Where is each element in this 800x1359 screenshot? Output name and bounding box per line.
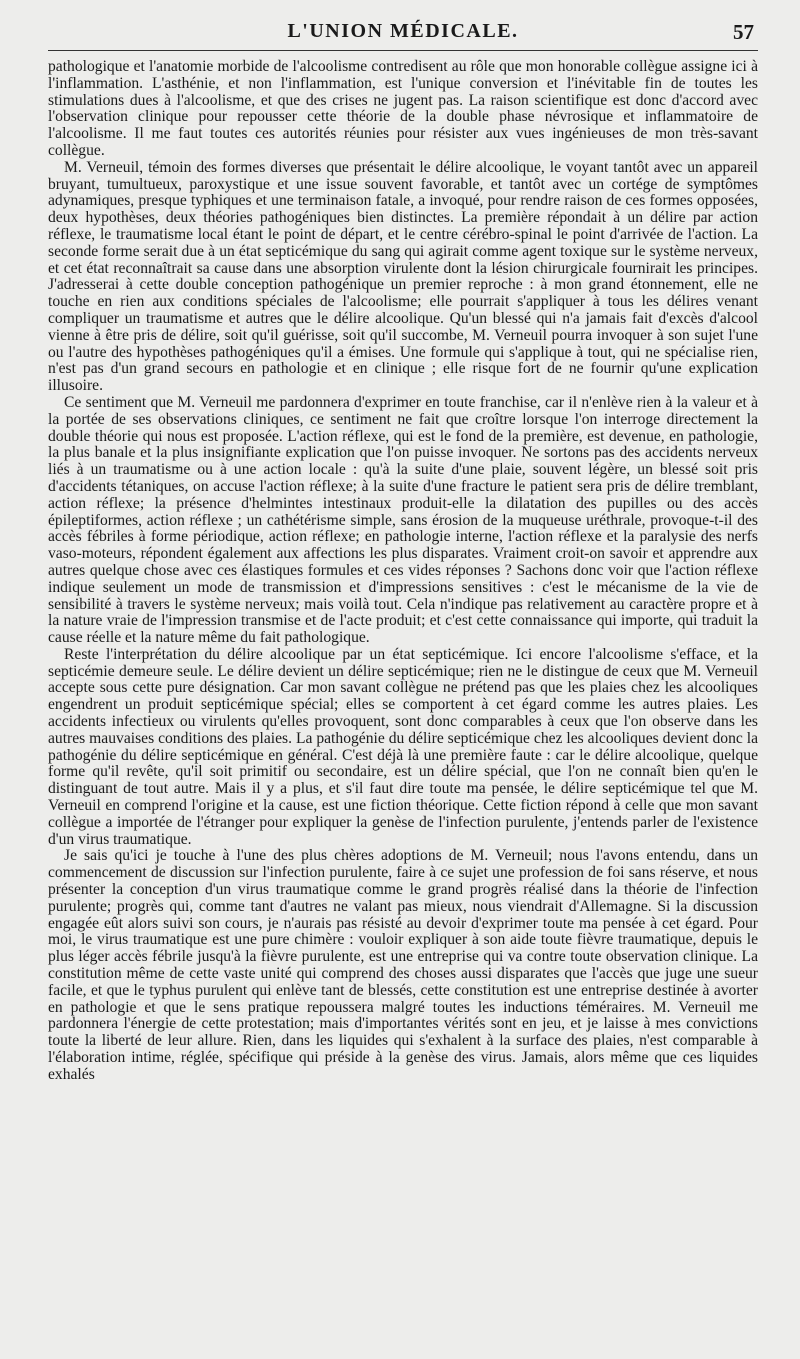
- journal-title: L'UNION MÉDICALE.: [287, 20, 519, 42]
- article-body: [48, 59, 758, 1084]
- paragraph: Reste l'interprétation du délire alcoolique par un état septicémique. Ici encore l'alcoolisme s'efface, et la septicémie demeure seule. Le délire devient un délire septicémique; rien ne le distingue de ceux que M. Verneuil accepte sous cette pure désignation. Car mon savant collègue ne prétend pas que les plaies chez les alcooliques engendrent un produit septicémique spécial; elles se comportent à cet égard comme les autres plaies. Les accidents infectieux ou virulents qu'elles provoquent, sont donc comparables à ceux que l'on observe dans les autres mauvaises conditions des plaies. La pathogénie du délire septicémique chez les alcooliques devient donc la pathogénie du délire septicémique en général. C'est déjà là une première faute : car le délire alcoolique, quelque forme qu'il revête, qu'il soit primitif ou secondaire, est un délire spécial, que l'on ne connaît bien qu'en le distinguant de tout autre. Mais il y a plus, et s'il faut dire toute ma pensée, le délire septicémique tel que M. Verneuil en comprend l'origine et la cause, est une fiction théorique. Cette fiction répond à celle que mon savant collègue a importée de l'étranger pour expliquer la genèse de l'infection purulente, j'entends parler de l'existence d'un virus traumatique.: [48, 645, 758, 848]
- page-number: 57: [733, 20, 754, 44]
- paragraph: M. Verneuil, témoin des formes diverses que présentait le délire alcoolique, le voyant tantôt avec un appareil bruyant, tumultueux, paroxystique et une issue souvent favorable, et tantôt avec un cortége de symptômes adynamiques, presque typhiques et une terminaison fatale, a invoqué, pour rendre raison de ces formes opposées, deux hypothèses, deux théories pathogéniques bien distinctes. La première répondait à un délire par action réflexe, le traumatisme local étant le point de départ, et le centre cérébro-spinal le point d'arrivée de l'action. La seconde forme serait due à un état septicémique du sang qui agirait comme agent toxique sur le système nerveux, et cet état reconnaîtrait sa cause dans une absorption virulente dont la lésion chirurgicale fournirait les principes. J'adresserai à cette double conception pathogénique un premier reproche : à mon grand étonnement, elle ne touche en rien aux conditions spéciales de l'alcoolisme; elle pourrait s'appliquer à tous les délires venant compliquer un traumatisme et autres que le délire alcoolique. Qu'un blessé qui n'a jamais fait d'excès d'alcool vienne à être pris de délire, soit qu'il guérisse, soit qu'il succombe, M. Verneuil pourra invoquer à son sujet l'une ou l'autre des hypothèses pathogéniques qu'il a émises. Une formule qui s'applique à tout, qui ne spécialise rien, n'est pas d'un grand secours en pathologie et en clinique ; elle risque fort de ne fournir qu'une explication illusoire.: [48, 158, 758, 395]
- paragraph: Je sais qu'ici je touche à l'une des plus chères adoptions de M. Verneuil; nous l'avons entendu, dans un commencement de discussion sur l'infection purulente, faire à ce sujet une profession de foi sans réserve, et nous présenter la conception d'un virus traumatique comme le grand progrès réalisé dans la théorie de l'infection purulente; progrès qui, comme tant d'autres ne valant pas mieux, nous viendrait d'Allemagne. Si la discussion engagée eût alors suivi son cours, je n'aurais pas résisté au devoir d'exprimer toute ma pensée à cet égard. Pour moi, le virus traumatique est une pure chimère : vouloir expliquer à son aide toute fièvre traumatique, depuis le plus léger accès fébrile jusqu'à la fièvre purulente, est une entreprise qui va contre toute observation clinique. La constitution même de cette vaste unité qui comprend des choses aussi disparates que l'accès que juge une sueur facile, et que le typhus purulent qui enlève tant de blessés, cette constitution est une entreprise destinée à avorter en pathologie et que le sens pratique repoussera malgré toutes les inductions téméraires. M. Verneuil me pardonnera l'énergie de cette protestation; mais d'importantes vérités sont en jeu, et je laisse à mes convictions toute la liberté de leur allure. Rien, dans les liquides qui s'exhalent à la surface des plaies, n'est comparable à l'élaboration intime, réglée, spécifique qui préside à la genèse des virus. Jamais, alors même que ces liquides exhalés: [48, 847, 758, 1083]
- paragraph: pathologique et l'anatomie morbide de l'alcoolisme contredisent au rôle que mon honorable collègue assigne ici à l'inflammation. L'asthénie, et non l'inflammation, est l'unique conversion et l'inévitable fin de toutes les stimulations dues à l'alcoolisme, et que des crises ne jugent pas. La raison scientifique est donc d'accord avec l'observation clinique pour repousser cette théorie de la double phase névrosique et inflammatoire de l'alcoolisme. Il me faut toutes ces autorités réunies pour résister aux vues ingénieuses de mon très-savant collègue.: [48, 58, 758, 159]
- paragraph: Ce sentiment que M. Verneuil me pardonnera d'exprimer en toute franchise, car il n'enlève rien à la valeur et à la portée de ses observations cliniques, ce sentiment ne fait que croître lorsque l'on interroge directement la double théorie qui nous est proposée. L'action réflexe, qui est le fond de la première, est devenue, en pathologie, la plus banale et la plus insignifiante explication que l'on puisse invoquer. Ne sortons pas des accidents nerveux liés à un traumatisme ou à une action locale : qu'à la suite d'une plaie, souvent légère, un blessé soit pris d'accidents tétaniques, on accuse l'action réflexe; à la suite d'une fracture le patient sera pris de délire tremblant, action réflexe; la présence d'helmintes intestinaux produit-elle la dilatation des pupilles ou des accès épileptiformes, action réflexe ; un cathétérisme simple, sans érosion de la muqueuse uréthrale, provoque-t-il des accès fébriles à forme périodique, action réflexe; en pathologie interne, l'action réflexe et la paralysie des nerfs vaso-moteurs, répondent également aux affections les plus disparates. Vraiment croit-on savoir et apprendre aux autres quelque chose avec ces élastiques formules et ces vides réponses ? Sachons donc voir que l'action réflexe indique seulement un mode de transmission et d'impressions sensitives : c'est le mécanisme de la vie de sensibilité à travers le système nerveux; mais voilà tout. Cela n'indique pas relativement au caractère propre et à la nature vraie de l'impression transmise et de l'acte produit; et c'est cette connaissance qui importe, qui traduit la cause réelle et la nature même du fait pathologique.: [48, 393, 758, 647]
- page-header: [48, 20, 758, 51]
